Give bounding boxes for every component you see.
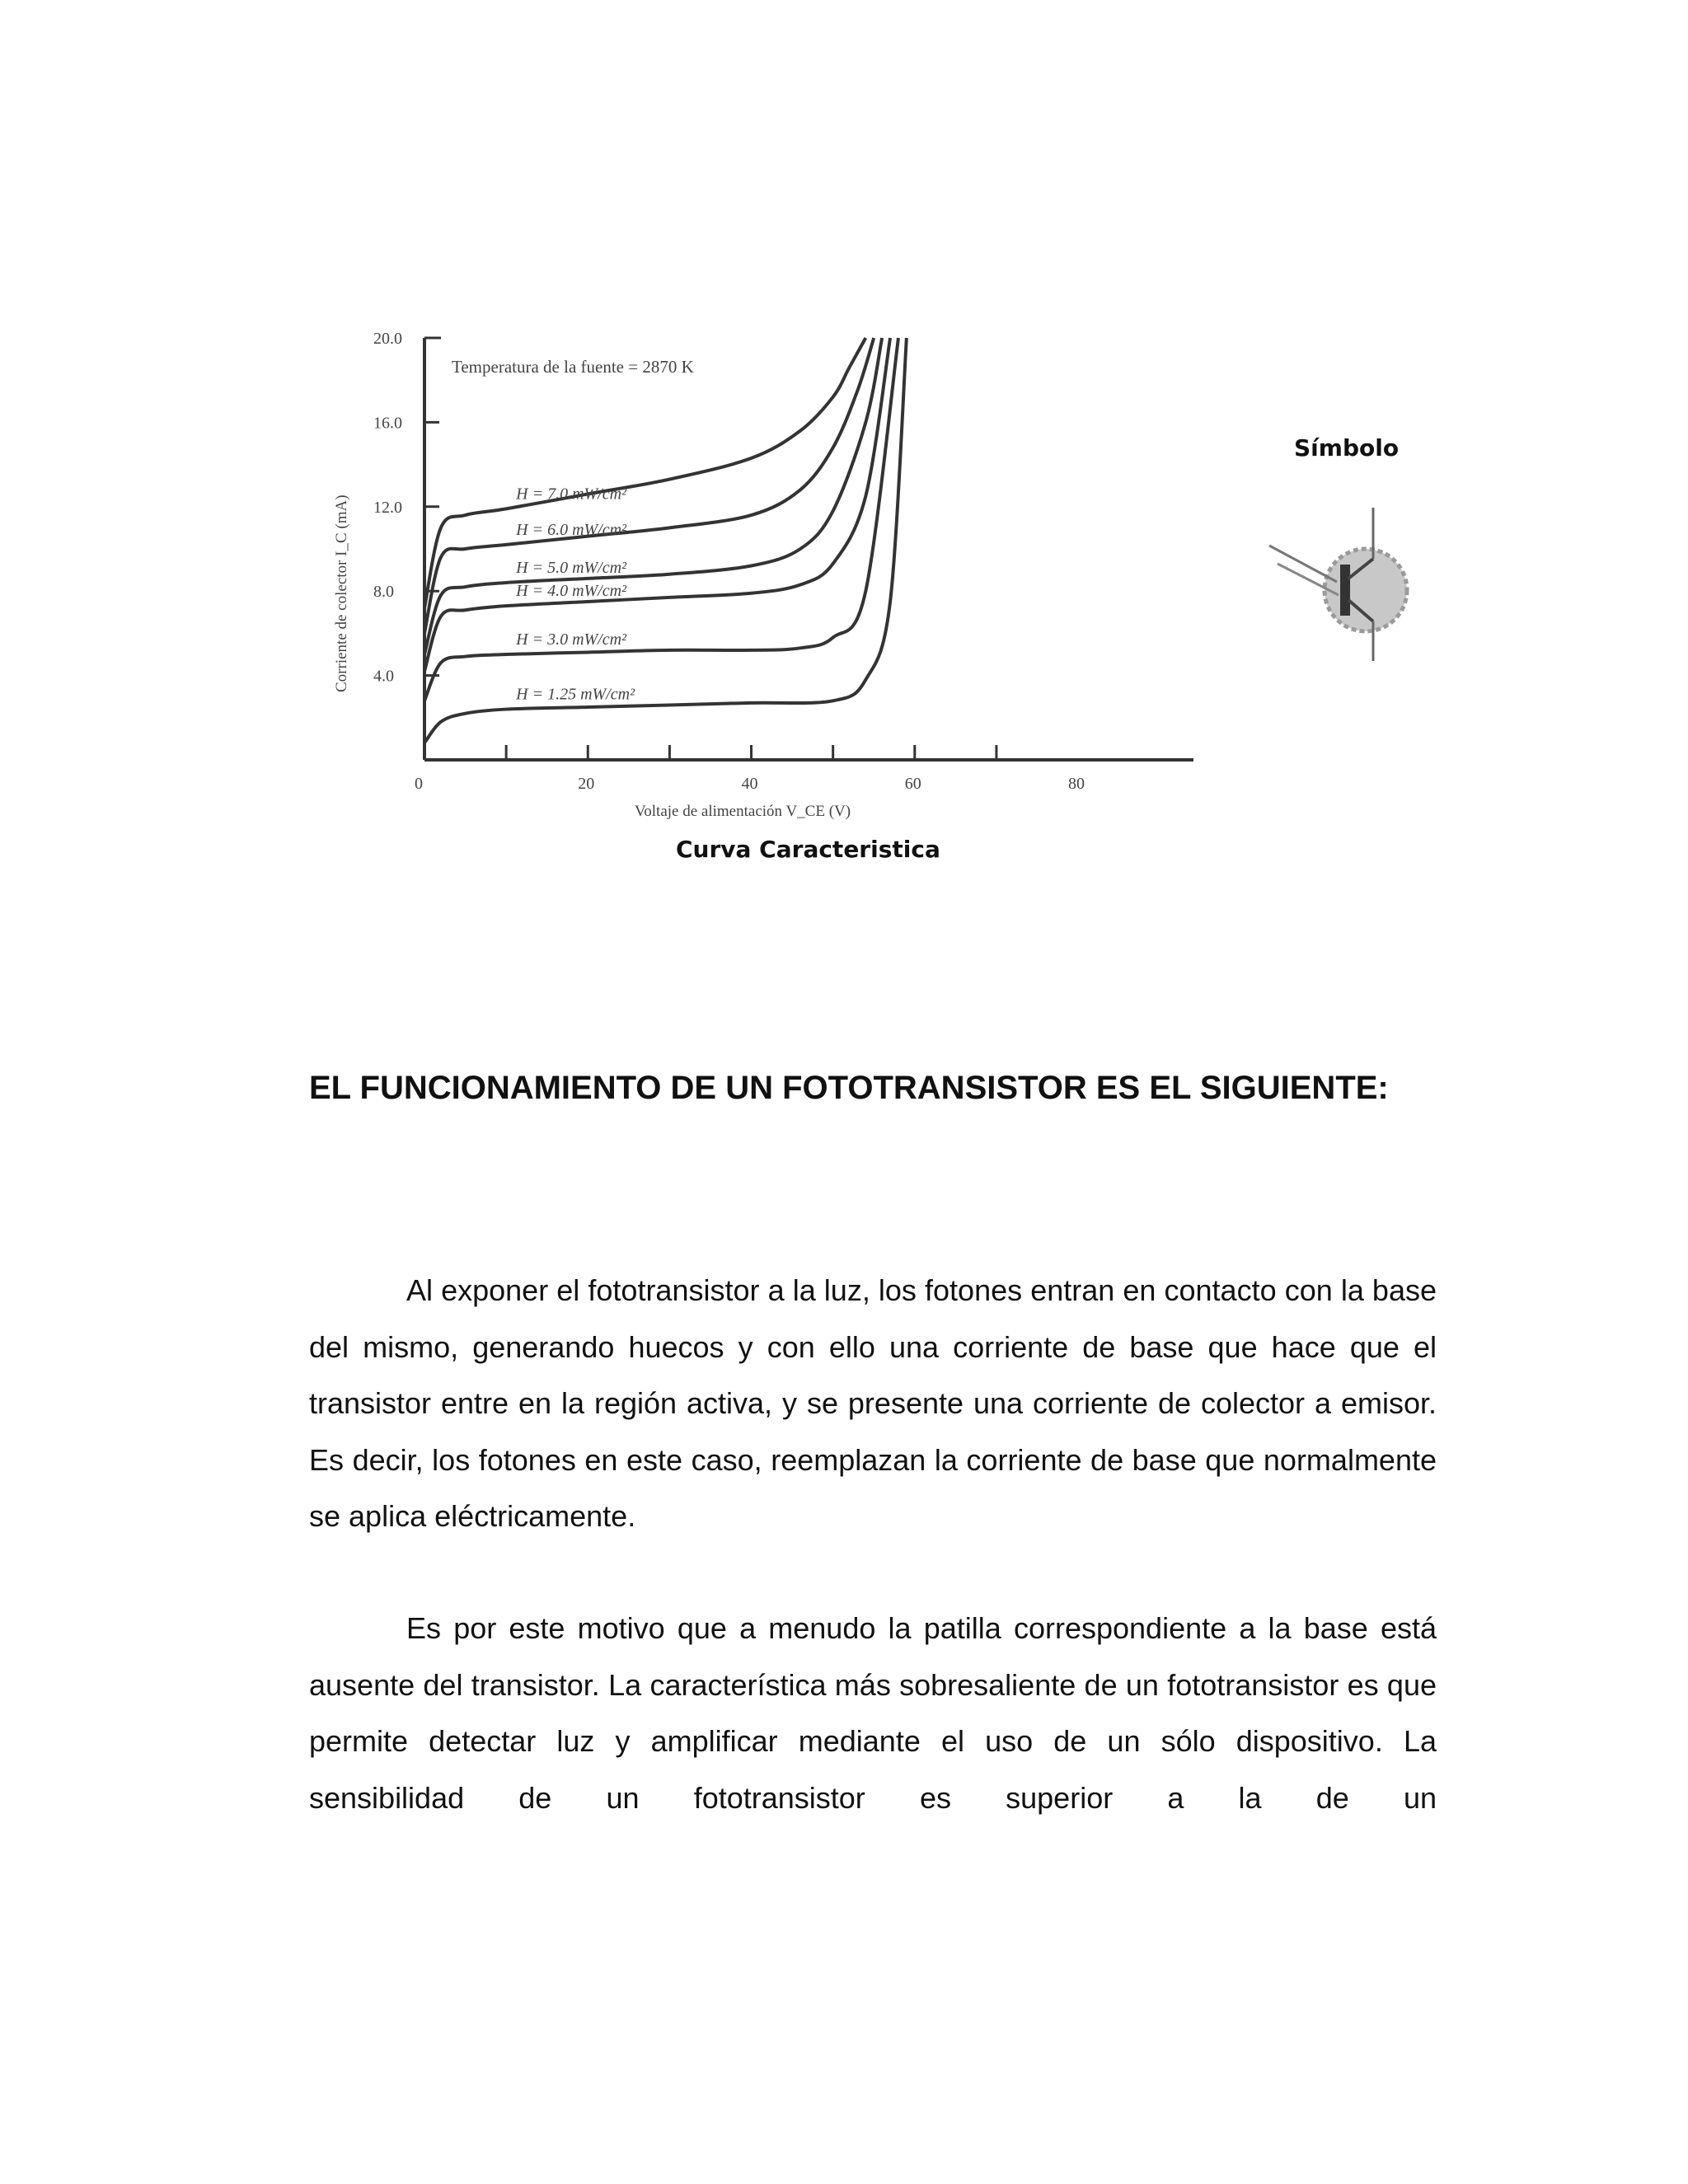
paragraph-1: Al exponer el fototransistor a la luz, los fotones entran en contacto con la base del mismo, generando huecos y con ello una corriente de base que hace que el transistor entre en la región activa, y se presente una corriente de colector a emisor. Es decir, los fotones en este caso, reemplazan la corriente de base que normalmente se aplica eléctricamente. bbox=[309, 1273, 1437, 1533]
characteristic-curve-figure bbox=[330, 305, 1467, 898]
axis-tick-labels bbox=[373, 330, 1085, 793]
series-label: H = 3.0 mW/cm² bbox=[516, 630, 627, 649]
y-tick-label: 12.0 bbox=[373, 498, 402, 517]
x-tick-label: 60 bbox=[904, 775, 921, 793]
y-tick-label: 4.0 bbox=[373, 667, 394, 686]
x-tick-label: 40 bbox=[741, 775, 758, 793]
section-heading: EL FUNCIONAMIENTO DE UN FOTOTRANSISTOR ES EL SIGUIENTE: bbox=[309, 1070, 1389, 1106]
symbol-label: Símbolo bbox=[1294, 434, 1400, 462]
series-label: H = 4.0 mW/cm² bbox=[516, 582, 627, 601]
x-tick-label: 80 bbox=[1068, 775, 1085, 793]
y-axis-label: Corriente de colector I_C (mA) bbox=[333, 494, 350, 692]
paragraph-2: Es por este motivo que a menudo la patilla correspondiente a la base está ausente del transistor. La característica más sobresaliente de un fototransistor es que permite detectar luz y amplificar mediante el uso de un sólo dispositivo. La sensibilidad de un fototransistor es superior a la de un bbox=[309, 1611, 1437, 1815]
series-curve bbox=[424, 338, 865, 608]
figure-caption: Curva Caracteristica bbox=[676, 836, 940, 863]
series-labels bbox=[515, 485, 635, 703]
series-curve bbox=[424, 338, 890, 671]
x-tick-label: 20 bbox=[578, 775, 595, 793]
chart-title: Temperatura de la fuente = 2870 K bbox=[452, 357, 694, 377]
series-curve bbox=[424, 338, 907, 743]
series-curves bbox=[424, 338, 907, 743]
series-curve bbox=[424, 338, 874, 633]
symbol-body bbox=[1325, 549, 1407, 631]
phototransistor-symbol bbox=[1269, 434, 1407, 661]
y-tick-label: 8.0 bbox=[373, 583, 394, 602]
axis-ticks bbox=[424, 338, 996, 760]
x-axis-label: Voltaje de alimentación V_CE (V) bbox=[635, 803, 851, 820]
y-tick-label: 20.0 bbox=[373, 330, 402, 348]
series-label: H = 5.0 mW/cm² bbox=[516, 558, 627, 577]
series-label: H = 1.25 mW/cm² bbox=[516, 685, 635, 704]
y-tick-label: 16.0 bbox=[373, 414, 402, 433]
series-label: H = 7.0 mW/cm² bbox=[516, 485, 627, 504]
series-label: H = 6.0 mW/cm² bbox=[516, 520, 627, 539]
x-tick-label: 0 bbox=[415, 775, 423, 793]
symbol-base-bar bbox=[1340, 565, 1350, 616]
